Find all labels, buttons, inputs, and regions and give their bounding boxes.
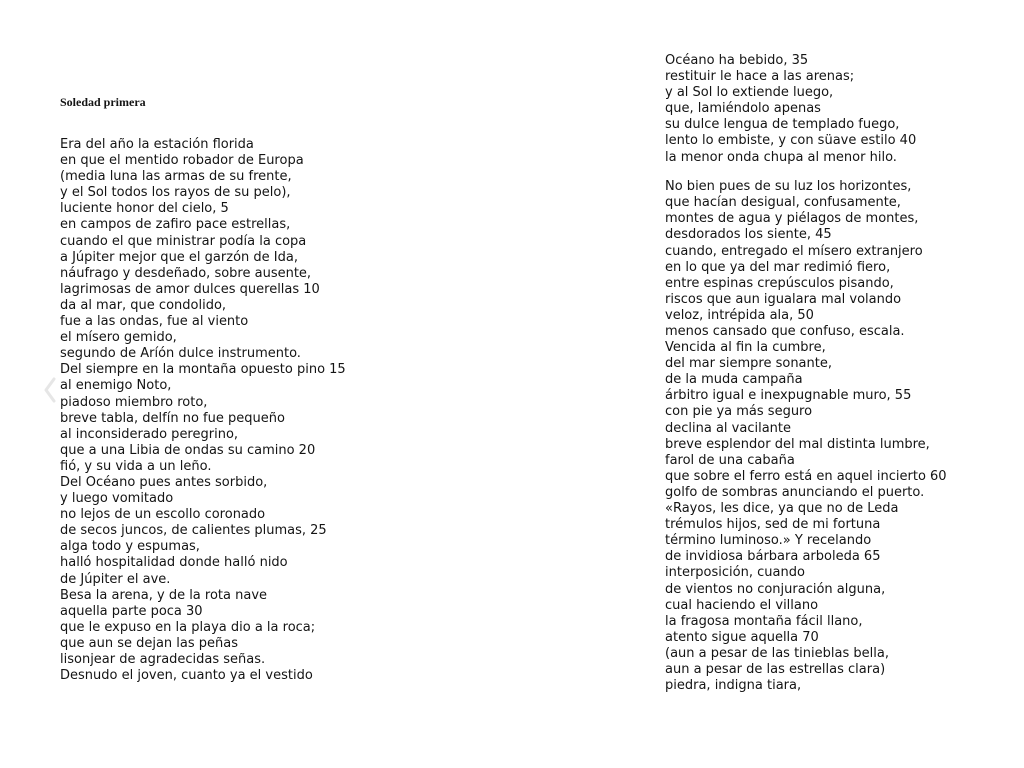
poem-line: y al Sol lo extiende luego,	[665, 85, 834, 101]
poem-line: farol de una cabaña	[665, 452, 795, 468]
poem-line: desdorados los siente, 45	[665, 227, 832, 243]
right-column	[665, 53, 947, 694]
poem-line: riscos que aun igualara mal volando	[665, 291, 902, 307]
poem-line: Vencida al fin la cumbre,	[665, 340, 826, 356]
chevron-left-icon[interactable]	[43, 376, 57, 404]
poem-line: su dulce lengua de templado fuego,	[665, 117, 900, 133]
poem-line: menos cansado que confuso, escala.	[665, 324, 905, 339]
poem-line: Era del año la estación florida	[60, 137, 254, 152]
poem-line: fió, y su vida a un leño.	[60, 458, 212, 474]
poem-line: que aun se dejan las peñas	[60, 635, 239, 651]
poem-line: que a una Libia de ondas su camino 20	[60, 442, 316, 458]
poem-line: de Júpiter el ave.	[60, 571, 171, 587]
poem-line: no lejos de un escollo coronado	[60, 507, 266, 523]
poem-line: aquella parte poca 30	[60, 603, 203, 619]
poem-line: de secos juncos, de calientes plumas, 25	[60, 523, 327, 539]
poem-line: Océano ha bebido, 35	[665, 53, 809, 68]
stanza-gap	[665, 166, 947, 180]
poem-line: veloz, intrépida ala, 50	[665, 307, 814, 323]
poem-line: que hacían desigual, confusamente,	[665, 195, 901, 211]
poem-line: breve esplendor del mal distinta lumbre,	[665, 436, 930, 452]
poem-line: de la muda campaña	[665, 372, 803, 388]
poem-line: declina al vacilante	[665, 420, 792, 436]
poem-line: entre espinas crepúsculos pisando,	[665, 275, 894, 291]
poem-line: da al mar, que condolido,	[60, 297, 227, 313]
poem-line: en campos de zafiro pace estrellas,	[60, 217, 291, 233]
poem-line: halló hospitalidad donde halló nido	[60, 555, 288, 571]
poem-line: cuando, entregado el mísero extranjero	[665, 243, 923, 259]
poem-line: montes de agua y piélagos de montes,	[665, 211, 919, 227]
stanza-two	[665, 179, 947, 694]
poem-line: en que el mentido robador de Europa	[60, 153, 304, 169]
poem-line: Del siempre en la montaña opuesto pino 15	[60, 362, 346, 378]
poem-line: restituir le hace a las arenas;	[665, 69, 855, 85]
poem-line: piedra, indigna tiara,	[665, 678, 802, 694]
poem-line: Besa la arena, y de la rota nave	[60, 587, 268, 603]
poem-line: que, lamiéndolo apenas	[665, 101, 821, 117]
poem-line: que le expuso en la playa dio a la roca;	[60, 619, 316, 635]
poem-line: «Rayos, les dice, ya que no de Leda	[665, 501, 899, 517]
poem-line: al inconsiderado peregrino,	[60, 426, 239, 442]
poem-line: golfo de sombras anunciando el puerto.	[665, 484, 925, 500]
poem-line: Desnudo el joven, cuanto ya el vestido	[60, 668, 313, 684]
poem-line: y el Sol todos los rayos de su pelo),	[60, 185, 291, 201]
poem-line: interposición, cuando	[665, 565, 805, 581]
poem-line: cual haciendo el villano	[665, 597, 819, 613]
poem-line: piadoso miembro roto,	[60, 394, 208, 410]
poem-line: (media luna las armas de su frente,	[60, 169, 292, 185]
poem-line: luciente honor del cielo, 5	[60, 201, 229, 217]
poem-line: término luminoso.» Y recelando	[665, 533, 872, 549]
poem-line: fue a las ondas, fue al viento	[60, 314, 249, 330]
poem-line: en lo que ya del mar redimió fiero,	[665, 259, 891, 275]
poem-line: alga todo y espumas,	[60, 539, 200, 555]
poem-line: trémulos hijos, sed de mi fortuna	[665, 517, 881, 533]
poem-line: a Júpiter mejor que el garzón de Ida,	[60, 249, 298, 265]
poem-line: cuando el que ministrar podía la copa	[60, 233, 307, 249]
poem-line: aun a pesar de las estrellas clara)	[665, 661, 886, 677]
poem-line: Del Océano pues antes sorbido,	[60, 474, 268, 490]
poem-line: lento lo embiste, y con süave estilo 40	[665, 133, 917, 149]
poem-heading: Soledad primera	[60, 95, 146, 109]
poem-line: el mísero gemido,	[60, 330, 177, 346]
poem-line: segundo de Aríón dulce instrumento.	[60, 346, 301, 362]
left-column	[60, 137, 346, 684]
poem-line: y luego vomitado	[60, 491, 174, 507]
poem-line: de invidiosa bárbara arboleda 65	[665, 549, 881, 565]
poem-line: atento sigue aquella 70	[665, 629, 819, 645]
poem-line: la fragosa montaña fácil llano,	[665, 613, 863, 629]
poem-line: breve tabla, delfín no fue pequeño	[60, 410, 285, 426]
poem-line: de vientos no conjuración alguna,	[665, 581, 886, 597]
poem-line: lagrimosas de amor dulces querellas 10	[60, 281, 320, 297]
poem-line: la menor onda chupa al menor hilo.	[665, 149, 897, 165]
poem-line: del mar siempre sonante,	[665, 356, 832, 372]
poem-line: árbitro igual e inexpugnable muro, 55	[665, 388, 912, 404]
poem-line: al enemigo Noto,	[60, 378, 172, 394]
poem-line: lisonjear de agradecidas señas.	[60, 652, 266, 667]
poem-line: que sobre el ferro está en aquel incierto 60	[665, 468, 947, 484]
poem-line: No bien pues de su luz los horizontes,	[665, 179, 912, 195]
poem-line: (aun a pesar de las tinieblas bella,	[665, 645, 889, 661]
stanza-one	[665, 53, 947, 166]
poem-line: náufrago y desdeñado, sobre ausente,	[60, 265, 312, 281]
poem-line: con pie ya más seguro	[665, 404, 813, 420]
